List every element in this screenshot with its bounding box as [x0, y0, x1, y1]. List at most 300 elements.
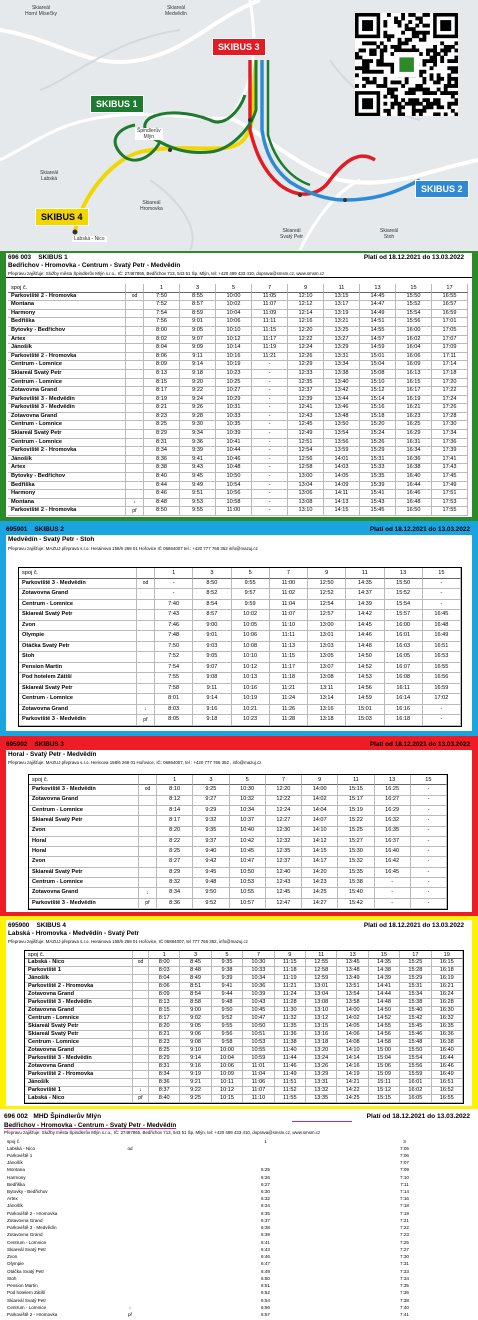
departure-time: 16:55 — [423, 663, 461, 674]
stop-name: Jánošík — [25, 975, 133, 983]
departure-time: - — [411, 816, 447, 826]
departure-time: 8:20 — [149, 1023, 180, 1031]
departure-time: 15:50 — [396, 293, 432, 302]
departure-time: 17:28 — [432, 413, 468, 422]
departure-time: 13:16 — [308, 705, 346, 716]
departure-time: 9:21 — [180, 1079, 211, 1087]
departure-time: 9:09 — [180, 344, 216, 353]
departure-time: 14:45 — [346, 621, 384, 632]
departure-time: 13:50 — [324, 421, 360, 430]
direction-marker — [126, 336, 144, 345]
stop-name: Zotavovna Grand — [19, 705, 137, 716]
departure-time: 11:04 — [243, 1071, 274, 1079]
departure-time: - — [411, 796, 447, 806]
departure-time: 9:45 — [193, 868, 229, 878]
departure-time: 11:15 — [270, 652, 308, 663]
departure-time: 9:18 — [180, 370, 216, 379]
departure-time: 15:27 — [338, 837, 374, 847]
departure-time: 15:29 — [360, 447, 396, 456]
departure-time: 8:17 — [149, 1015, 180, 1023]
departure-time: 16:21 — [396, 404, 432, 413]
direction-marker — [124, 1239, 136, 1246]
departure-time: - — [411, 806, 447, 816]
departure-time: 7:16 — [400, 1196, 409, 1202]
column-header: 15 — [423, 568, 461, 579]
direction-marker — [137, 621, 155, 632]
departure-time: 7:41 — [400, 1312, 409, 1318]
departure-time — [196, 1160, 335, 1167]
departure-time: 14:55 — [369, 1023, 400, 1031]
departure-time: 10:02 — [232, 610, 270, 621]
departure-time: 10:46 — [216, 456, 252, 465]
departure-time: 15:52 — [385, 589, 423, 600]
departure-time: 10:33 — [216, 413, 252, 422]
departure-time: 8:29 — [149, 1055, 180, 1063]
stop-name: Parkoviště 3 - Medvědín — [25, 1055, 133, 1063]
departure-time: 16:02 — [396, 336, 432, 345]
stop-name: Zotavovna Grand — [29, 888, 139, 898]
departure-time: 14:52 — [346, 663, 384, 674]
departure-time: 11:44 — [275, 1055, 306, 1063]
column-header: 11 — [306, 951, 337, 959]
departure-time: 11:28 — [270, 715, 308, 726]
map-label: Skiareál Svatý Petr — [280, 228, 304, 240]
stop-name: Bedřiška — [8, 482, 126, 491]
departure-time: 12:55 — [306, 959, 337, 967]
departure-time: 12:56 — [288, 456, 324, 465]
direction-marker — [139, 868, 157, 878]
departure-time: 11:07 — [243, 1087, 274, 1095]
line-header: 696 002 MHD Špindlerův Mlýn Platí od 18.12.2021 do 13.03.2022 — [4, 1113, 470, 1120]
departure-time: 14:39 — [369, 975, 400, 983]
departure-time: 15:50 — [385, 579, 423, 590]
departure-time: 6:56 — [261, 1304, 270, 1310]
departure-time: 9:18 — [193, 715, 231, 726]
departure-time: 9:51 — [180, 490, 216, 499]
direction-marker — [133, 1031, 149, 1039]
departure-time: 8:02 — [144, 336, 180, 345]
timetable-grid — [8, 284, 468, 516]
departure-time: 9:55 — [180, 507, 216, 516]
departure-time: 9:22 — [180, 387, 216, 396]
departure-time: 12:12 — [288, 301, 324, 310]
departure-time: 10:10 — [216, 327, 252, 336]
departure-time: 8:55 — [180, 293, 216, 302]
departure-time: 6:30 — [261, 1188, 270, 1194]
departure-time: 6:32 — [261, 1196, 270, 1202]
direction-marker — [137, 694, 155, 705]
departure-time: 9:59 — [232, 600, 270, 611]
departure-time: 8:09 — [144, 361, 180, 370]
direction-marker — [133, 999, 149, 1007]
departure-time: 10:53 — [230, 878, 266, 888]
departure-time: 13:01 — [306, 983, 337, 991]
departure-time — [136, 1283, 196, 1290]
map-label: Labská - Nico — [74, 236, 105, 242]
departure-time: 16:31 — [396, 439, 432, 448]
departure-time: 8:32 — [157, 878, 193, 888]
direction-marker: př — [137, 715, 155, 726]
departure-time: 8:25 — [144, 421, 180, 430]
departure-time: - — [252, 370, 288, 379]
departure-time: 13:17 — [324, 301, 360, 310]
departure-time: 12:24 — [288, 344, 324, 353]
departure-time: 9:14 — [180, 1055, 211, 1063]
departure-time: 15:52 — [396, 301, 432, 310]
departure-time: 11:46 — [275, 1063, 306, 1071]
departure-time — [136, 1174, 196, 1181]
stop-name: Olympie — [19, 631, 137, 642]
direction-marker — [133, 1055, 149, 1063]
direction-marker — [124, 1254, 136, 1261]
departure-time: - — [252, 413, 288, 422]
departure-time: 16:52 — [432, 1087, 463, 1095]
departure-time: 11:11 — [252, 318, 288, 327]
departure-time: 10:02 — [216, 301, 252, 310]
direction-marker — [126, 421, 144, 430]
departure-time: 15:34 — [400, 991, 431, 999]
departure-time: 16:14 — [385, 694, 423, 705]
column-header: 17 — [400, 951, 431, 959]
departure-time: 12:39 — [288, 396, 324, 405]
departure-time: 7:06 — [400, 1152, 409, 1158]
column-header: 7 — [252, 284, 288, 293]
departure-time: 9:55 — [212, 1023, 243, 1031]
departure-time: 16:08 — [385, 673, 423, 684]
map-label: Skiareál Medvědín — [165, 5, 187, 17]
column-header: 11 — [338, 775, 374, 785]
departure-time: 11:52 — [275, 1087, 306, 1095]
departure-time: 15:40 — [400, 1007, 431, 1015]
departure-time: - — [252, 361, 288, 370]
departure-time: 16:01 — [400, 1079, 431, 1087]
stop-name: Skiareál Svatý Petr — [29, 868, 139, 878]
map-label: Skiareál Stoh — [380, 228, 399, 240]
departure-time: 6:43 — [261, 1246, 270, 1252]
departure-time: 6:34 — [261, 1203, 270, 1209]
stop-name: Skiareál Svatý Petr — [8, 370, 126, 379]
departure-time: 11:51 — [275, 1079, 306, 1087]
departure-time: 6:54 — [261, 1297, 270, 1303]
skibus-2-badge: SKIBUS 2 — [415, 180, 469, 198]
departure-time: 10:54 — [216, 482, 252, 491]
departure-time: 12:45 — [266, 888, 302, 898]
departure-time: 15:54 — [396, 310, 432, 319]
departure-time: 9:07 — [180, 336, 216, 345]
departure-time: 12:58 — [306, 967, 337, 975]
departure-time: 8:06 — [144, 353, 180, 362]
stop-name: Parkoviště 2 - Hromovka — [7, 1312, 58, 1318]
departure-time: 8:37 — [149, 1087, 180, 1095]
stop-name: Parkoviště 2 - Hromovka — [25, 1071, 133, 1079]
departure-time: 7:25 — [400, 1239, 409, 1245]
column-header: 3 — [193, 568, 231, 579]
departure-time: 9:50 — [193, 888, 229, 898]
departure-time: 9:03 — [193, 642, 231, 653]
departure-time — [196, 1145, 335, 1152]
qr-code-icon — [355, 13, 458, 116]
departure-time: 9:44 — [212, 991, 243, 999]
departure-time: 14:35 — [369, 959, 400, 967]
column-header: 1 — [157, 775, 193, 785]
departure-time — [136, 1145, 196, 1152]
departure-time: 8:36 — [157, 899, 193, 909]
departure-time: - — [252, 430, 288, 439]
departure-time: 15:01 — [360, 353, 396, 362]
stop-name: Zvon — [19, 621, 137, 632]
departure-time: 16:48 — [423, 621, 461, 632]
departure-time: 8:57 — [180, 301, 216, 310]
departure-time: 17:26 — [432, 404, 468, 413]
departure-time — [136, 1152, 196, 1159]
departure-time: 17:55 — [432, 507, 468, 516]
departure-time: 16:53 — [423, 652, 461, 663]
column-header: 13 — [375, 775, 411, 785]
departure-time: 8:20 — [157, 827, 193, 837]
departure-time: 9:52 — [193, 899, 229, 909]
departure-time: - — [155, 579, 193, 590]
departure-time: 10:29 — [216, 396, 252, 405]
operator-info: Přepravu zajišťuje: Služby města Špindlerův Mlýn s.r.o., IČ: 27487865, Bedřichov 713, 543 51 Šp. Mlýn, tel: +420 499 433 410, doprava@smsm.cz, www.smsm.cz — [4, 1130, 321, 1135]
departure-time: 13:11 — [308, 684, 346, 695]
stop-name: Parkoviště 3 - Medvědín — [19, 715, 137, 726]
departure-time: 16:37 — [375, 837, 411, 847]
validity: Platí od 18.12.2021 do 13.03.2022 — [366, 1113, 470, 1120]
departure-time: 9:42 — [193, 857, 229, 867]
direction-marker — [126, 301, 144, 310]
departure-time: 10:57 — [230, 899, 266, 909]
departure-time: 9:48 — [212, 999, 243, 1007]
departure-time: 10:55 — [243, 1047, 274, 1055]
departure-time: 15:43 — [360, 499, 396, 508]
direction-marker — [126, 387, 144, 396]
departure-time: 6:38 — [261, 1225, 270, 1231]
skibus-2-section — [0, 521, 478, 736]
column-header: spoj č. — [29, 775, 139, 785]
departure-time: 10:12 — [212, 1087, 243, 1095]
departure-time: 10:59 — [243, 1055, 274, 1063]
departure-time: 10:04 — [216, 310, 252, 319]
departure-time: 10:47 — [243, 1015, 274, 1023]
departure-time: 14:00 — [302, 785, 338, 795]
departure-time: 8:17 — [144, 387, 180, 396]
departure-time: 16:35 — [432, 1023, 463, 1031]
departure-time: 15:56 — [396, 318, 432, 327]
departure-time: 16:13 — [396, 370, 432, 379]
timetable-grid — [24, 950, 464, 1104]
departure-time: 12:14 — [288, 310, 324, 319]
departure-time: 7:50 — [155, 642, 193, 653]
departure-time: 15:31 — [400, 983, 431, 991]
departure-time: 16:55 — [432, 1095, 463, 1103]
direction-marker — [126, 439, 144, 448]
departure-time: 8:23 — [149, 1039, 180, 1047]
direction-marker — [126, 379, 144, 388]
departure-time: 14:27 — [302, 899, 338, 909]
departure-time: - — [423, 600, 461, 611]
departure-time: 8:45 — [180, 959, 211, 967]
departure-time: - — [423, 579, 461, 590]
departure-time: 14:51 — [360, 318, 396, 327]
departure-time: 10:30 — [243, 959, 274, 967]
departure-time: 16:07 — [385, 663, 423, 674]
departure-time: 11:01 — [243, 1063, 274, 1071]
departure-time: 9:25 — [193, 785, 229, 795]
skibus-4-section — [0, 916, 478, 1109]
departure-time: 8:14 — [157, 806, 193, 816]
skibus-4-badge: SKIBUS 4 — [35, 208, 89, 226]
departure-time: 12:37 — [266, 857, 302, 867]
departure-time: 10:05 — [232, 621, 270, 632]
departure-time: 15:28 — [400, 967, 431, 975]
departure-time: 11:00 — [216, 507, 252, 516]
stop-name: Zvon — [7, 1254, 18, 1260]
departure-time — [136, 1225, 196, 1232]
departure-time: 14:13 — [324, 499, 360, 508]
departure-time: 10:37 — [230, 816, 266, 826]
departure-time: 12:35 — [288, 379, 324, 388]
departure-time: 8:17 — [157, 816, 193, 826]
departure-time: 10:43 — [243, 999, 274, 1007]
departure-time: 15:35 — [338, 868, 374, 878]
direction-marker — [126, 344, 144, 353]
departure-time: 15:09 — [369, 1071, 400, 1079]
departure-time: 7:09 — [400, 1167, 409, 1173]
direction-marker — [139, 806, 157, 816]
departure-time: 12:43 — [288, 413, 324, 422]
departure-time — [196, 1152, 335, 1159]
direction-marker — [133, 983, 149, 991]
departure-time: 13:10 — [306, 1007, 337, 1015]
direction-marker — [124, 1174, 136, 1181]
departure-time: 10:50 — [230, 868, 266, 878]
direction-marker — [126, 430, 144, 439]
departure-time: 14:00 — [337, 1007, 368, 1015]
direction-marker — [133, 1015, 149, 1023]
departure-time: 9:11 — [180, 353, 216, 362]
stop-name: Centrum - Lomnice — [25, 1039, 133, 1047]
departure-time: 9:00 — [180, 1007, 211, 1015]
route-title: Labská - Hromovka - Medvědín - Svatý Petr — [8, 930, 140, 937]
stop-name: Centrum - Lomnice — [7, 1304, 47, 1310]
departure-time: 16:35 — [375, 827, 411, 837]
departure-time: 16:25 — [375, 785, 411, 795]
departure-time: 16:51 — [432, 1079, 463, 1087]
departure-time: 9:40 — [193, 847, 229, 857]
departure-time: 15:54 — [385, 600, 423, 611]
departure-time: 17:22 — [432, 387, 468, 396]
column-header: 7 — [266, 775, 302, 785]
departure-time: 9:10 — [180, 1047, 211, 1055]
departure-time: 13:08 — [308, 673, 346, 684]
direction-marker — [124, 1196, 136, 1203]
departure-time: 15:39 — [360, 482, 396, 491]
departure-time: - — [423, 715, 461, 726]
departure-time: 16:03 — [385, 642, 423, 653]
departure-time: 10:10 — [232, 652, 270, 663]
departure-time: 13:00 — [288, 473, 324, 482]
departure-time: 11:38 — [275, 1039, 306, 1047]
departure-time: 16:00 — [385, 621, 423, 632]
stop-name: Parkoviště 2 - Hromovka — [8, 507, 126, 516]
departure-time: 16:48 — [396, 499, 432, 508]
departure-time: 14:50 — [346, 652, 384, 663]
departure-time: 13:46 — [324, 404, 360, 413]
departure-time: 8:50 — [144, 507, 180, 516]
departure-time: - — [252, 473, 288, 482]
departure-time: 16:01 — [385, 631, 423, 642]
departure-time: 11:18 — [275, 967, 306, 975]
departure-time: 10:56 — [216, 490, 252, 499]
column-header: spoj č. — [25, 951, 133, 959]
departure-time: 11:15 — [275, 959, 306, 967]
departure-time: 13:19 — [324, 310, 360, 319]
departure-time: 6:41 — [261, 1239, 270, 1245]
departure-time: 15:54 — [400, 1055, 431, 1063]
departure-time: 7:40 — [155, 600, 193, 611]
direction-marker — [126, 353, 144, 362]
departure-time: 11:06 — [243, 1079, 274, 1087]
stop-name: Pension Martin — [19, 663, 137, 674]
departure-time: 9:43 — [180, 464, 216, 473]
departure-time: - — [252, 490, 288, 499]
direction-marker — [139, 857, 157, 867]
departure-time: 15:18 — [360, 413, 396, 422]
departure-time: 14:09 — [324, 482, 360, 491]
departure-time: 9:27 — [193, 796, 229, 806]
departure-time: 14:15 — [324, 507, 360, 516]
direction-marker — [126, 327, 144, 336]
departure-time: 10:25 — [216, 379, 252, 388]
departure-time: 13:25 — [324, 327, 360, 336]
departure-time: 10:19 — [216, 361, 252, 370]
departure-time: 17:45 — [432, 473, 468, 482]
departure-time: 7:58 — [155, 684, 193, 695]
column-header: 13 — [385, 568, 423, 579]
stop-name: Parkoviště 3 - Medvědín — [19, 579, 137, 590]
departure-time: - — [252, 507, 288, 516]
stop-name: Otáčka Svatý Petr — [19, 642, 137, 653]
departure-time: 13:31 — [306, 1079, 337, 1087]
departure-time: 9:36 — [180, 439, 216, 448]
direction-marker: od — [133, 959, 149, 967]
departure-time: 16:46 — [432, 1063, 463, 1071]
column-header: 9 — [288, 284, 324, 293]
direction-marker — [133, 1039, 149, 1047]
departure-time: 8:40 — [144, 473, 180, 482]
departure-time: 14:44 — [369, 991, 400, 999]
departure-time: 15:40 — [338, 888, 374, 898]
column-header: 3 — [180, 284, 216, 293]
departure-time: 10:42 — [230, 837, 266, 847]
line-header: 695901 SKIBUS 2 Platí od 18.12.2021 do 13.03.2022 — [6, 526, 470, 533]
departure-time: 10:23 — [232, 715, 270, 726]
mhd-section — [0, 1109, 478, 1320]
departure-time: 13:16 — [306, 1031, 337, 1039]
departure-time: 6:25 — [261, 1167, 270, 1173]
departure-time: 16:59 — [432, 310, 468, 319]
direction-marker: př — [127, 1312, 133, 1318]
departure-time: 11:55 — [275, 1095, 306, 1103]
departure-time: 10:06 — [212, 1063, 243, 1071]
departure-time: 9:49 — [180, 482, 216, 491]
departure-time: 12:30 — [266, 827, 302, 837]
departure-time: 17:30 — [432, 421, 468, 430]
departure-time: 16:05 — [385, 652, 423, 663]
departure-time: 16:40 — [432, 1047, 463, 1055]
departure-time: 8:31 — [149, 1063, 180, 1071]
stop-name: Jánošík — [7, 1203, 23, 1209]
